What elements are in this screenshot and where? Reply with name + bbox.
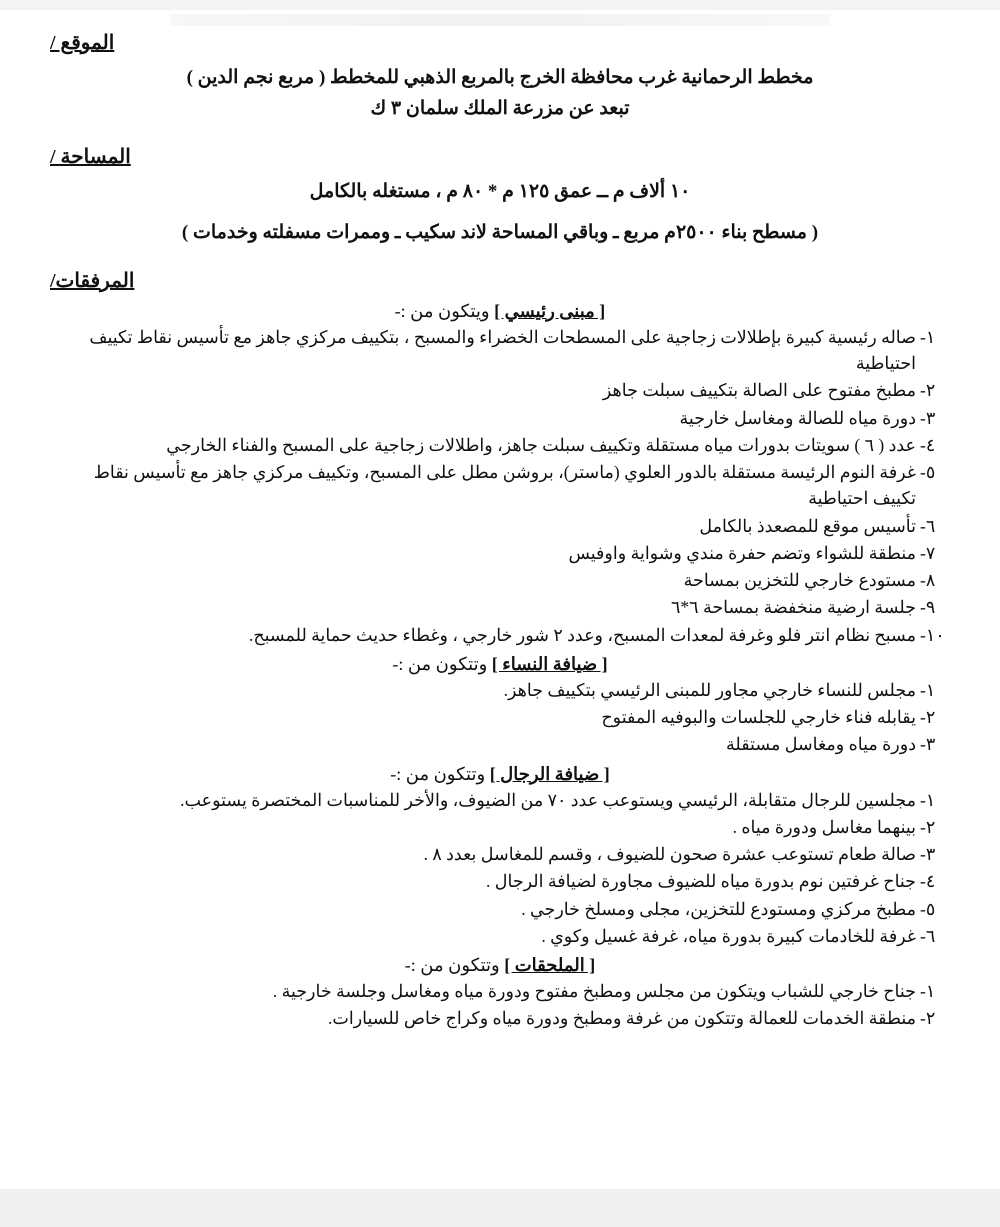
- item-text: منطقة الخدمات للعمالة وتتكون من غرفة ومطبخ ودورة مياه وكراج خاص للسيارات.: [327, 1008, 916, 1029]
- list-item: [50, 405, 950, 431]
- item-number: ٧-: [920, 542, 936, 563]
- list-item: [50, 923, 950, 949]
- list-item: [50, 868, 950, 894]
- group-heading-label: [ الملحقات ]: [504, 955, 596, 975]
- item-text: مسبح نظام انتر فلو وغرفة لمعدات المسبح، وعدد ٢ شور خارجي ، وغطاء حديث حماية للمسبح.: [248, 624, 916, 645]
- group-heading-label: [ ضيافة النساء ]: [491, 653, 608, 674]
- area-line-2: ( مسطح بناء ٢٥٠٠م مربع ـ وباقي المساحة لاند سكيب ـ وممرات مسفلته وخدمات ): [181, 222, 819, 244]
- list-item: [50, 978, 950, 1004]
- item-text: تأسيس موقع للمصعدذ بالكامل: [699, 515, 916, 536]
- item-text: مطبخ مركزي ومستودع للتخزين، مجلى ومسلخ خارجي .: [521, 898, 916, 919]
- list-item: [50, 594, 950, 620]
- item-number: ٦-: [920, 515, 936, 536]
- list-item: [50, 1005, 950, 1031]
- item-number: ١-: [920, 326, 936, 347]
- faded-header-line: [170, 14, 830, 26]
- group-heading-suffix: ويتكون من :-: [394, 300, 490, 321]
- list-item: [50, 432, 950, 458]
- list-item: [50, 459, 950, 512]
- item-text: يقابله فناء خارجي للجلسات والبوفيه المفتوح: [601, 707, 916, 727]
- item-text: مجلس للنساء خارجي مجاور للمبنى الرئيسي بتكييف جاهز.: [503, 679, 916, 700]
- item-text: جناح خارجي للشباب ويتكون من مجلس ومطبخ مفتوح ودورة مياه ومغاسل وجلسة خارجية .: [272, 981, 916, 1001]
- item-text: بينهما مغاسل ودورة مياه .: [732, 816, 916, 837]
- facility-item-list: [50, 787, 950, 950]
- group-heading: [50, 301, 950, 322]
- document-sheet: [22, 10, 978, 1189]
- list-item: [50, 513, 950, 539]
- item-number: ١-: [920, 679, 936, 700]
- list-item: [50, 704, 950, 730]
- item-text: غرفة النوم الرئيسة مستقلة بالدور العلوي (ماستر)، بروشن مطل على المسبح، وتكييف مركزي جاهز مع تأسيس نقاط تكييف احتياطية: [93, 462, 916, 509]
- item-number: ١-: [920, 981, 936, 1001]
- list-item: [50, 814, 950, 840]
- item-text: دورة مياه ومغاسل مستقلة: [726, 734, 916, 755]
- item-text: مستودع خارجي للتخزين بمساحة: [683, 570, 916, 590]
- item-number: ٣-: [920, 844, 936, 864]
- facility-item-list: [50, 324, 950, 648]
- item-text: دورة مياه للصالة ومغاسل خارجية: [679, 407, 916, 428]
- item-number: ٤-: [920, 434, 936, 455]
- section-title-location: الموقع /: [50, 32, 115, 54]
- section-title-area: المساحة /: [50, 145, 131, 168]
- group-heading-label: [ ضيافة الرجال ]: [489, 763, 610, 784]
- item-text: منطقة للشواء وتضم حفرة مندي وشواية واوفيس: [568, 542, 916, 563]
- item-text: جناح غرفتين نوم بدورة مياه للضيوف مجاورة لضيافة الرجال .: [486, 871, 916, 892]
- item-number: ٢-: [920, 707, 936, 727]
- list-item: [50, 540, 950, 566]
- item-number: ١٠-: [920, 624, 945, 645]
- section-title-facilities: المرفقات/: [50, 269, 135, 292]
- scan-edge-bottom: [0, 1189, 1000, 1227]
- item-number: ٥-: [920, 462, 936, 482]
- item-number: ٨-: [920, 570, 936, 590]
- item-number: ٣-: [920, 407, 936, 428]
- item-text: جلسة ارضية منخفضة بمساحة ٦*٦: [671, 597, 916, 618]
- area-line-1: ١٠ ألاف م ــ عمق ١٢٥ م * ٨٠ م ، مستغله بالكامل: [309, 180, 691, 202]
- item-text: غرفة للخادمات كبيرة بدورة مياه، غرفة غسيل وكوي .: [541, 925, 916, 946]
- facility-group-annexes: [50, 955, 950, 1032]
- item-number: ١-: [920, 789, 936, 810]
- item-number: ٢-: [920, 380, 936, 401]
- item-text: مطبخ مفتوح على الصالة بتكييف سبلت جاهز: [602, 380, 916, 401]
- item-text: مجلسين للرجال متقابلة، الرئيسي ويستوعب عدد ٧٠ من الضيوف، والأخر للمناسبات المختصرة يستوعب.: [180, 789, 916, 810]
- group-heading-suffix: وتتكون من :-: [390, 763, 486, 784]
- facility-group-main-building: [50, 301, 950, 648]
- list-item: [50, 787, 950, 813]
- list-item: [50, 324, 950, 377]
- list-item: [50, 896, 950, 922]
- item-number: ٢-: [920, 1008, 936, 1029]
- group-heading-suffix: وتتكون من :-: [392, 653, 488, 674]
- group-heading: [50, 764, 950, 785]
- item-text: عدد ( ٦ ) سويتات بدورات مياه مستقلة وتكييف سبلت جاهز، واطلالات زجاجية على المسبح والفناء الخارجي: [166, 434, 916, 455]
- group-heading-suffix: وتتكون من :-: [404, 955, 500, 975]
- facility-item-list: [50, 978, 950, 1032]
- list-item: [50, 377, 950, 403]
- list-item: [50, 622, 950, 648]
- item-number: ٣-: [920, 734, 936, 755]
- scan-edge-top: [0, 0, 1000, 10]
- list-item: [50, 677, 950, 703]
- item-number: ٤-: [920, 871, 936, 892]
- facility-group-women-hospitality: [50, 654, 950, 758]
- list-item: [50, 567, 950, 593]
- facility-group-men-hospitality: [50, 764, 950, 950]
- item-number: ٦-: [920, 925, 936, 946]
- location-line-1: مخطط الرحمانية غرب محافظة الخرج بالمربع الذهبي للمخطط ( مربع نجم الدين ): [186, 67, 814, 88]
- group-heading: [50, 955, 950, 976]
- group-heading: [50, 654, 950, 675]
- list-item: [50, 731, 950, 757]
- list-item: [50, 841, 950, 867]
- item-number: ٢-: [920, 816, 936, 837]
- location-line-2: تبعد عن مزرعة الملك سلمان ٣ ك: [370, 98, 630, 120]
- item-number: ٩-: [920, 597, 936, 618]
- item-number: ٥-: [920, 898, 936, 919]
- facility-item-list: [50, 677, 950, 758]
- item-text: صالة طعام تستوعب عشرة صحون للضيوف ، وقسم للمغاسل بعدد ٨ .: [423, 844, 916, 864]
- item-text: صاله رئيسية كبيرة بإطلالات زجاجية على المسطحات الخضراء والمسبح ، بتكييف مركزي جاهز مع تأسيس نقاط تكييف احتياطية: [89, 326, 916, 373]
- group-heading-label: [ مبنى رئيسي ]: [494, 300, 606, 321]
